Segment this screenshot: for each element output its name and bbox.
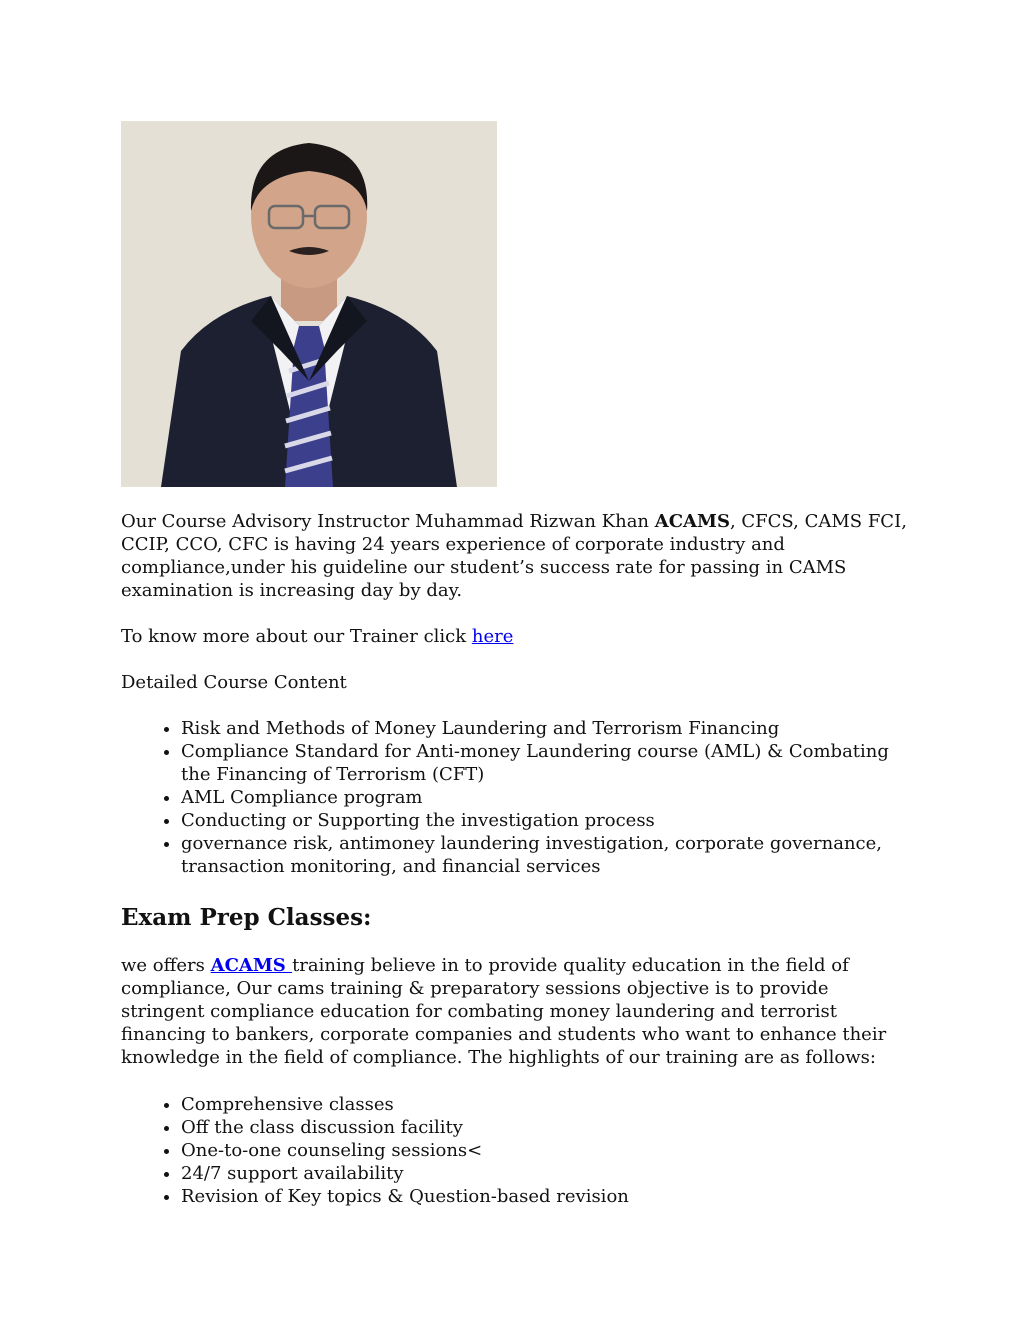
list-item: • One-to-one counseling sessions< — [181, 1139, 911, 1162]
list-item: • Conducting or Supporting the investigation process — [181, 809, 911, 832]
list-item: • Off the class discussion facility — [181, 1116, 911, 1139]
list-item: • AML Compliance program — [181, 786, 911, 809]
list-item: • Compliance Standard for Anti-money Laundering course (AML) & Combating the Financing of Terrorism (CFT) — [181, 740, 911, 786]
trainer-here-link[interactable]: here — [471, 626, 514, 647]
list-item: • governance risk, antimoney laundering investigation, corporate governance, transaction monitoring, and financial services — [181, 832, 911, 878]
highlights-list — [121, 1093, 911, 1208]
course-content-list — [121, 717, 911, 878]
prep-paragraph — [121, 954, 911, 1069]
acams-link[interactable]: ACAMS — [210, 955, 293, 976]
list-item: • Risk and Methods of Money Laundering and Terrorism Financing — [181, 717, 911, 740]
list-item: • Comprehensive classes — [181, 1093, 911, 1116]
document-page — [121, 121, 911, 1208]
intro-text-start: Our Course Advisory Instructor Muhammad Rizwan Khan — [121, 511, 655, 532]
instructor-photo — [121, 121, 497, 487]
prep-text-end: training believe in to provide quality education in the field of compliance, Our cams training & preparatory sessions objective is to provide stringent compliance education for combating money laundering and terrorist financing to bankers, corporate companies and students who want to enhance their knowledge in the field of compliance. The highlights of our training are as follows: — [121, 955, 887, 1068]
prep-text-start: we offers — [121, 955, 211, 976]
intro-paragraph — [121, 510, 911, 602]
intro-acams-bold: ACAMS — [654, 511, 730, 532]
trainer-text: To know more about our Trainer click — [121, 626, 472, 647]
exam-prep-heading: Exam Prep Classes: — [121, 904, 372, 931]
intro-text-end: , CFCS, CAMS FCI, CCIP, CCO, CFC is having 24 years experience of corporate industry and compliance,under his guideline our student’s success rate for passing in CAMS examination is increasing day by day. — [121, 511, 907, 601]
detailed-course-heading: Detailed Course Content — [121, 672, 347, 693]
trainer-paragraph — [121, 625, 911, 648]
list-item: • Revision of Key topics & Question-based revision — [181, 1185, 911, 1208]
list-item: • 24/7 support availability — [181, 1162, 911, 1185]
